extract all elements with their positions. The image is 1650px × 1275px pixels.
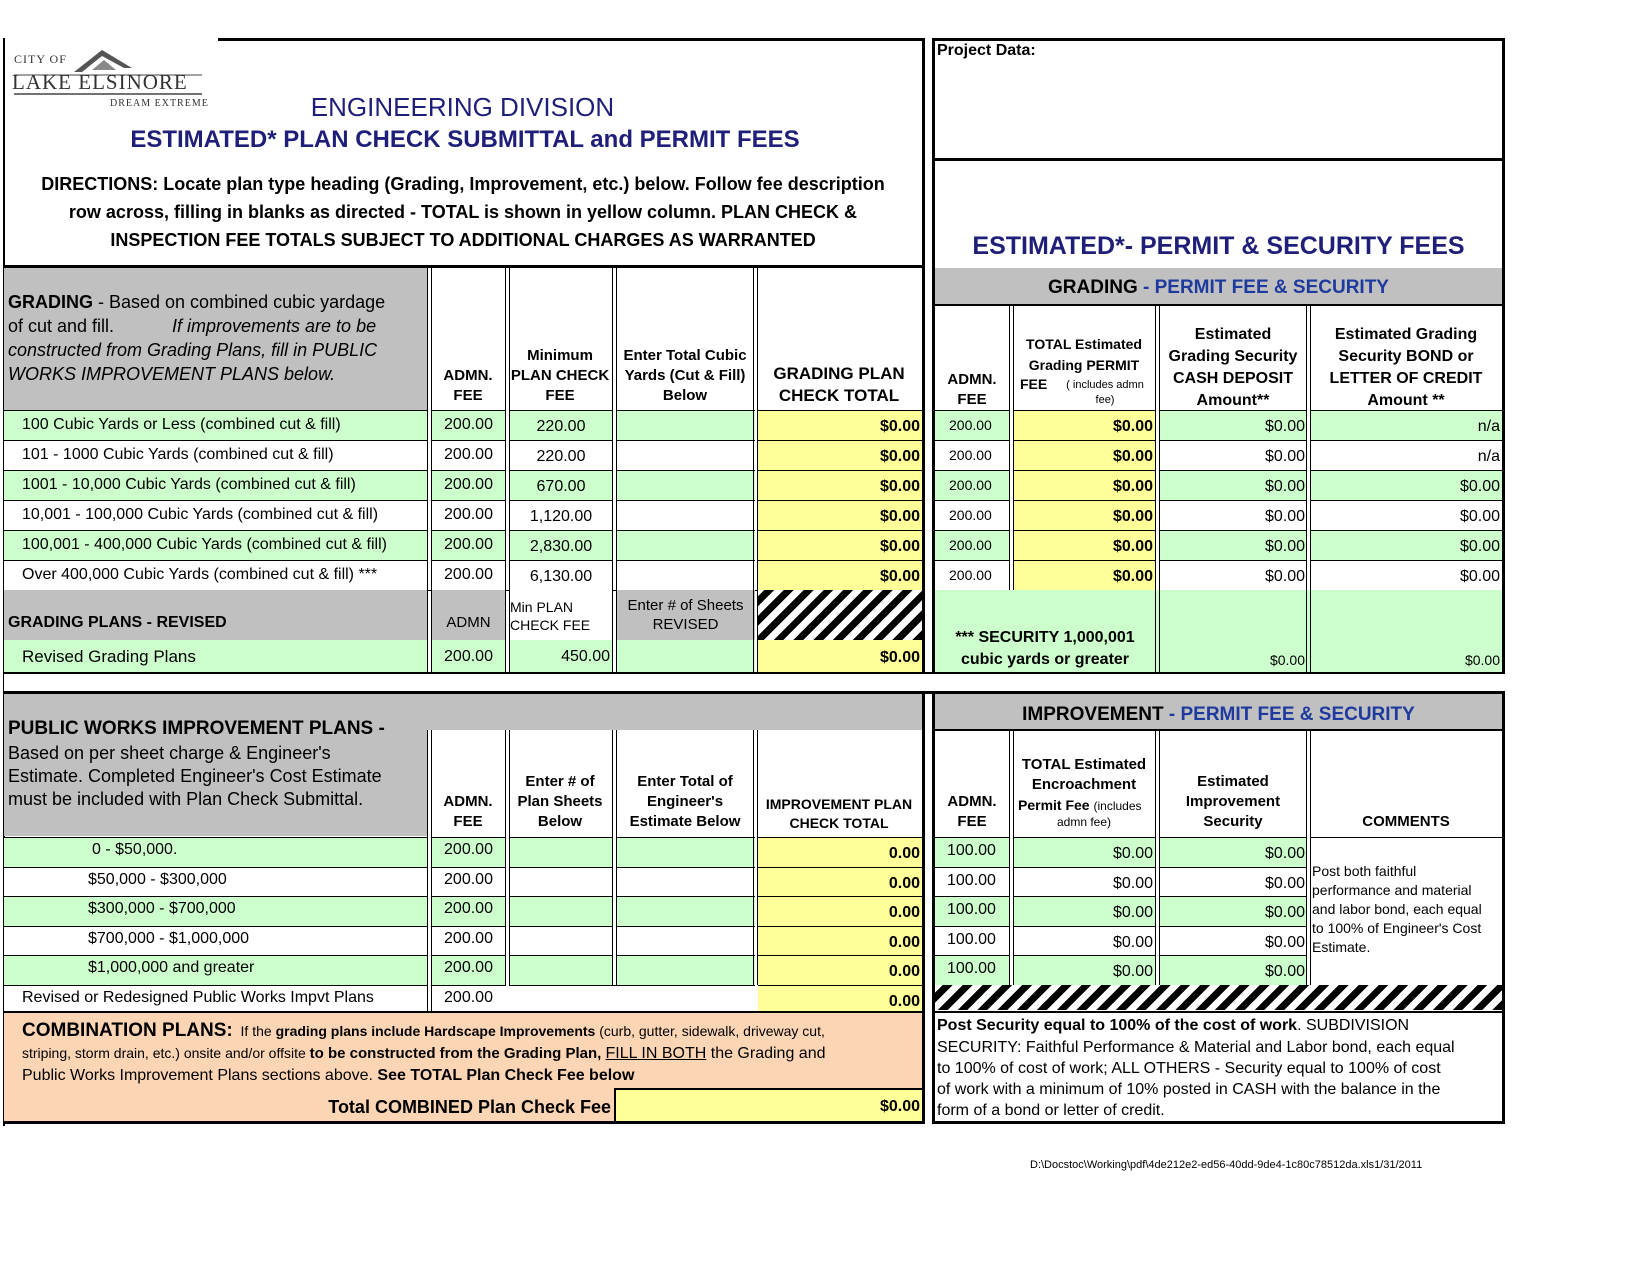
- grading-permit-col-total-2: Grading PERMIT: [1028, 357, 1140, 373]
- grading-row-admn: 200.00: [444, 416, 493, 433]
- improvement-permit-heading-blue: - PERMIT FEE & SECURITY: [1163, 704, 1415, 725]
- improvement-comment-2: performance and material: [1312, 882, 1472, 898]
- grading-row-desc: 1001 - 10,000 Cubic Yards (combined cut & fill): [22, 476, 356, 493]
- grading-row-admn: 200.00: [444, 536, 493, 553]
- improvement-permit-row-security: $0.00: [1264, 845, 1305, 862]
- grading-permit-col-cash-3: CASH DEPOSIT: [1172, 370, 1293, 387]
- combination-line-3: [22, 1067, 634, 1085]
- grading-heading-cell: [4, 268, 428, 410]
- improvement-row-desc: $1,000,000 and greater: [88, 959, 255, 976]
- combination-line-2: [22, 1045, 826, 1063]
- combination-total-label: Total COMBINED Plan Check Fee: [328, 1097, 611, 1117]
- combination-line2-d: the Grading and: [706, 1045, 826, 1062]
- improvement-permit-col-admn: [935, 792, 1009, 832]
- improvement-permit-col-security: [1160, 772, 1306, 832]
- grading-permit-row-admn: 200.00: [949, 477, 992, 493]
- grading-divider-3: [612, 268, 617, 672]
- improvement-permit-row-security: $0.00: [1264, 963, 1305, 980]
- grading-permit-row-total: $0.00: [1112, 478, 1153, 495]
- grading-permit-row-cash: $0.00: [1264, 568, 1305, 585]
- grading-row-yards-input[interactable]: [616, 440, 755, 470]
- grading-permit-col-admn: [935, 370, 1009, 410]
- grading-revised-heading: GRADING PLANS - REVISED: [8, 614, 227, 631]
- improvement-col-estimate: [616, 772, 754, 832]
- grading-revised-col-min: [510, 598, 590, 634]
- improvement-row-admn: 200.00: [444, 989, 493, 1006]
- improvement-permit-col-total-note-1: (includes: [1093, 799, 1142, 813]
- grading-row-desc: 10,001 - 100,000 Cubic Yards (combined cut & fill): [22, 506, 379, 523]
- improvement-comment-1: Post both faithful: [1312, 863, 1417, 879]
- grading-permit-col-total-note-2: fee): [1095, 394, 1115, 406]
- security-text-rest: . SUBDIVISION: [1297, 1017, 1410, 1034]
- combination-line2-b: to be constructed from the Grading Plan,: [309, 1045, 606, 1062]
- grading-permit-col-total-fee: FEE: [1020, 376, 1048, 392]
- grading-permit-col-bond-3: LETTER OF CREDIT: [1329, 370, 1483, 387]
- grading-permit-row-bond: n/a: [1477, 448, 1500, 465]
- grading-permit-row-cash: $0.00: [1264, 508, 1305, 525]
- grading-row-admn: 200.00: [444, 506, 493, 523]
- improvement-col-sheets: [508, 772, 612, 832]
- improvement-row-admn: 200.00: [444, 841, 493, 858]
- combination-total-value: $0.00: [879, 1098, 920, 1115]
- grading-italic-1: If improvements are to be: [172, 316, 377, 336]
- grading-permit-col-bond-4: Amount **: [1367, 392, 1445, 409]
- grading-row-min: 220.00: [536, 418, 586, 435]
- grading-permit-row-total: $0.00: [1112, 538, 1153, 555]
- improvement-permit-row-security: $0.00: [1264, 875, 1305, 892]
- improvement-row-desc: $300,000 - $700,000: [88, 900, 236, 917]
- grading-permit-row-total: $0.00: [1112, 418, 1153, 435]
- improvement-permit-divider-3: [1306, 731, 1311, 985]
- grading-permit-col-total-1: TOTAL Estimated: [1026, 336, 1142, 352]
- grading-permit-row-admn: 200.00: [949, 537, 992, 553]
- improvement-col-total-2: CHECK TOTAL: [789, 815, 889, 831]
- grading-permit-row-bond: n/a: [1477, 418, 1500, 435]
- grading-permit-col-total-note: [1055, 378, 1155, 408]
- improvement-col-total: [758, 795, 920, 833]
- grading-row-admn: 200.00: [444, 446, 493, 463]
- improvement-divider-4: [753, 730, 758, 985]
- grading-permit-row-admn: 200.00: [949, 567, 992, 583]
- improvement-desc-2: Estimate. Completed Engineer's Cost Estimate: [8, 766, 382, 786]
- grading-permit-row-cash: $0.00: [1264, 418, 1305, 435]
- grading-permit-heading: [935, 277, 1502, 299]
- improvement-row-total: 0.00: [888, 845, 920, 862]
- combination-line3-b: See TOTAL Plan Check Fee below: [377, 1067, 635, 1084]
- grading-permit-row-total: $0.00: [1112, 568, 1153, 585]
- combination-line1-b: grading plans include Hardscape Improvements: [275, 1023, 596, 1039]
- grading-permit-row-bond: $0.00: [1459, 538, 1500, 555]
- security-note: [935, 627, 1155, 671]
- improvement-col-estimate-3: Estimate Below: [629, 813, 741, 830]
- grading-permit-row-cash: $0.00: [1264, 538, 1305, 555]
- security-text-bold: Post Security equal to 100% of the cost of work: [937, 1017, 1298, 1034]
- project-data-label: Project Data:: [937, 42, 1036, 59]
- grading-row-admn: 200.00: [444, 476, 493, 493]
- improvement-permit-row-admn: 100.00: [947, 872, 996, 889]
- grading-col-min: [508, 346, 612, 406]
- improvement-row-estimate-input[interactable]: [616, 896, 755, 926]
- security-text-line-5: form of a bond or letter of credit.: [937, 1102, 1165, 1119]
- combination-line1-a: If the: [240, 1023, 276, 1039]
- grading-revised-col-min-1: Min PLAN: [510, 599, 574, 615]
- grading-heading-line2: of cut and fill.: [8, 316, 115, 336]
- improvement-row-total: 0.00: [888, 993, 920, 1010]
- grading-permit-row-admn: 200.00: [949, 447, 992, 463]
- improvement-permit-col-total-note-2: admn fee): [1056, 815, 1112, 829]
- grading-row-desc: 100,001 - 400,000 Cubic Yards (combined cut & fill): [22, 536, 387, 553]
- grading-col-admn-2: FEE: [453, 387, 483, 404]
- grading-row-yards-input[interactable]: [616, 470, 755, 500]
- grading-permit-col-admn-1: ADMN.: [947, 371, 997, 388]
- improvement-permit-col-security-3: Security: [1203, 813, 1263, 830]
- improvement-row-admn: 200.00: [444, 959, 493, 976]
- section-gap: [4, 672, 1505, 694]
- combination-line-1: [22, 1020, 825, 1042]
- grading-permit-row-cash: $0.00: [1264, 448, 1305, 465]
- security-text-line-2: SECURITY: Faithful Performance & Material and Labor bond, each equal: [937, 1039, 1455, 1056]
- grading-row-yards-input[interactable]: [616, 530, 755, 560]
- permit-security-title: ESTIMATED*- PERMIT & SECURITY FEES: [972, 232, 1465, 260]
- directions-line-2: row across, filling in blanks as directed - TOTAL is shown in yellow column. PLAN CHECK &: [68, 202, 858, 222]
- header-top-gap: [4, 34, 218, 42]
- improvement-col-sheets-1: Enter # of: [525, 773, 595, 790]
- grading-permit-col-bond: [1311, 324, 1501, 412]
- improvement-permit-row-security: $0.00: [1264, 934, 1305, 951]
- grading-row-total: $0.00: [879, 538, 920, 555]
- improvement-row-desc: $700,000 - $1,000,000: [88, 930, 250, 947]
- page-title: ESTIMATED* PLAN CHECK SUBMITTAL and PERMIT FEES: [130, 126, 800, 153]
- grading-col-total: [758, 363, 920, 407]
- grading-permit-row-bond: $0.00: [1459, 508, 1500, 525]
- improvement-col-total-1: IMPROVEMENT PLAN: [765, 796, 913, 812]
- improvement-permit-row-total: $0.00: [1112, 875, 1153, 892]
- grading-row-desc: Over 400,000 Cubic Yards (combined cut & fill) ***: [22, 566, 378, 583]
- grading-col-total-1: GRADING PLAN: [773, 364, 905, 383]
- grading-permit-col-cash-1: Estimated: [1194, 326, 1272, 343]
- grading-divider-4: [753, 268, 758, 672]
- grading-permit-heading-black: GRADING: [1048, 277, 1138, 298]
- grading-permit-col-bond-1: Estimated Grading: [1334, 326, 1478, 343]
- improvement-row-estimate-input[interactable]: [616, 867, 755, 897]
- improvement-permit-col-total-fee-label: Permit Fee: [1018, 797, 1090, 813]
- improvement-col-estimate-1: Enter Total of: [637, 773, 733, 790]
- grading-row-total: $0.00: [879, 478, 920, 495]
- grading-row-total: $0.00: [879, 508, 920, 525]
- grading-col-total-2: CHECK TOTAL: [778, 386, 900, 405]
- improvement-permit-hatch: [935, 985, 1502, 1010]
- improvement-permit-row-total: $0.00: [1112, 963, 1153, 980]
- grading-permit-divider-3: [1306, 306, 1311, 672]
- improvement-permit-col-total-1: TOTAL Estimated: [1021, 756, 1147, 773]
- improvement-row-sheets-input[interactable]: [509, 955, 613, 985]
- improvement-row-total: 0.00: [888, 934, 920, 951]
- grading-permit-heading-blue: - PERMIT FEE & SECURITY: [1137, 277, 1389, 298]
- file-path-footer: D:\Docstoc\Working\pdf\4de212e2-ed56-40dd-9de4-1c80c78512da.xls1/31/2011: [1030, 1159, 1423, 1171]
- combination-heading: COMBINATION PLANS:: [22, 1020, 233, 1041]
- improvement-comment-4: to 100% of Engineer's Cost: [1312, 920, 1482, 936]
- improvement-permit-heading-black: IMPROVEMENT: [1022, 704, 1164, 725]
- improvement-permit-row-total: $0.00: [1112, 904, 1153, 921]
- logo-city-of: CITY OF: [14, 52, 67, 66]
- improvement-permit-row-security: $0.00: [1264, 904, 1305, 921]
- grading-revised-sheets-input[interactable]: [616, 640, 755, 672]
- improvement-row-admn: 200.00: [444, 900, 493, 917]
- improvement-permit-row-admn: 100.00: [947, 931, 996, 948]
- grading-row-desc: 101 - 1000 Cubic Yards (combined cut & fill): [22, 446, 334, 463]
- improvement-desc-3: must be included with Plan Check Submittal.: [8, 789, 364, 809]
- grading-row-total: $0.00: [879, 418, 920, 435]
- improvement-permit-col-admn-2: FEE: [957, 813, 987, 830]
- grading-permit-row-total: $0.00: [1112, 508, 1153, 525]
- improvement-desc-1: Based on per sheet charge & Engineer's: [8, 743, 331, 763]
- grading-col-admn: [432, 366, 504, 406]
- improvement-permit-row-admn: 100.00: [947, 901, 996, 918]
- grading-col-enter: [616, 346, 754, 406]
- directions-line-3: INSPECTION FEE TOTALS SUBJECT TO ADDITIONAL CHARGES AS WARRANTED: [110, 230, 816, 250]
- grading-permit-col-cash-2: Grading Security: [1168, 348, 1298, 365]
- improvement-row-desc: $50,000 - $300,000: [88, 871, 227, 888]
- improvement-row: [4, 837, 428, 867]
- grading-row-min: 670.00: [536, 478, 586, 495]
- grading-col-enter-3: Below: [662, 387, 708, 404]
- grading-col-admn-1: ADMN.: [443, 367, 493, 384]
- improvement-row-total: 0.00: [888, 904, 920, 921]
- grading-revised-total-value: $0.00: [879, 649, 920, 666]
- security-cash: $0.00: [1269, 652, 1305, 668]
- grading-permit-col-admn-2: FEE: [957, 391, 987, 408]
- grading-permit-row-total: $0.00: [1112, 448, 1153, 465]
- improvement-col-estimate-2: Engineer's: [646, 793, 724, 810]
- grading-permit-col-bond-2: Security BOND or: [1338, 348, 1474, 365]
- improvement-permit-col-total-fee: [1018, 797, 1142, 813]
- grading-col-min-3: FEE: [545, 387, 575, 404]
- grading-col-enter-2: Yards (Cut & Fill): [624, 367, 746, 384]
- improvement-col-admn-1: ADMN.: [443, 793, 493, 810]
- improvement-comment: [1312, 862, 1482, 957]
- grading-revised-col-min-2: CHECK FEE: [510, 617, 591, 633]
- grading-row-min: 220.00: [536, 448, 586, 465]
- grading-revised-admn-value: 200.00: [444, 648, 493, 665]
- grading-row-desc: 100 Cubic Yards or Less (combined cut & fill): [22, 416, 341, 433]
- grading-divider-2: [505, 268, 510, 672]
- grading-row-total: $0.00: [879, 568, 920, 585]
- improvement-row-sheets-input[interactable]: [509, 926, 613, 956]
- grading-col-min-2: PLAN CHECK: [510, 367, 610, 384]
- grading-revised-col-enter-2: REVISED: [652, 616, 719, 633]
- improvement-col-admn-2: FEE: [453, 813, 483, 830]
- grading-permit-col-cash-4: Amount**: [1196, 392, 1270, 409]
- grading-col-enter-1: Enter Total Cubic: [623, 347, 747, 364]
- improvement-row-sheets-input[interactable]: [509, 837, 613, 867]
- improvement-row-estimate-input[interactable]: [616, 955, 755, 985]
- grading-revised-col-enter: [616, 596, 755, 634]
- grading-row-yards-input[interactable]: [616, 560, 755, 590]
- grading-row-min: 1,120.00: [529, 508, 593, 525]
- improvement-comment-3: and labor bond, each equal: [1312, 901, 1482, 917]
- grading-revised-col-admn: ADMN: [446, 614, 491, 631]
- improvement-row-total: 0.00: [888, 963, 920, 980]
- grading-revised-col-enter-1: Enter # of Sheets: [627, 597, 744, 614]
- grading-heading-rest: - Based on combined cubic yardage: [93, 292, 386, 312]
- grading-row-min: 2,830.00: [529, 538, 593, 555]
- grading-permit-row-cash: $0.00: [1264, 478, 1305, 495]
- grading-permit-divider-2: [1155, 306, 1160, 672]
- improvement-col-sheets-2: Plan Sheets: [517, 793, 603, 810]
- grading-heading: [8, 292, 385, 313]
- grading-revised-hatch: [758, 590, 922, 640]
- improvement-permit-col-security-1: Estimated: [1197, 773, 1269, 790]
- improvement-permit-divider-1: [1009, 731, 1014, 985]
- grading-heading-bold: GRADING: [8, 292, 93, 312]
- improvement-permit-col-admn-1: ADMN.: [947, 793, 997, 810]
- security-text-line-4: of work with a minimum of 10% posted in CASH with the balance in the: [937, 1081, 1441, 1098]
- improvement-row-sheets-input[interactable]: [509, 896, 613, 926]
- improvement-permit-row-total: $0.00: [1112, 934, 1153, 951]
- improvement-permit-heading: [935, 704, 1502, 726]
- grading-permit-divider-1: [1009, 306, 1014, 590]
- combination-line3-a: Public Works Improvement Plans sections above.: [22, 1067, 378, 1084]
- improvement-comment-5: Estimate.: [1312, 939, 1371, 955]
- grading-italic-3: WORKS IMPROVEMENT PLANS below.: [8, 364, 336, 384]
- improvement-row-desc: Revised or Redesigned Public Works Impvt Plans: [22, 989, 374, 1006]
- grading-divider-1: [427, 268, 432, 672]
- improvement-row-sheets-input[interactable]: [509, 867, 613, 897]
- improvement-permit-row-admn: 100.00: [947, 842, 996, 859]
- grading-row-total: $0.00: [879, 448, 920, 465]
- combination-line2-a: striping, storm drain, etc.) onsite and/or offsite: [22, 1045, 310, 1061]
- improvement-row-admn: 200.00: [444, 871, 493, 888]
- improvement-row-estimate-input[interactable]: [616, 926, 755, 956]
- improvement-row-estimate-input[interactable]: [616, 837, 755, 867]
- security-text-line-1: [937, 1017, 1409, 1035]
- security-note-2: cubic yards or greater: [960, 651, 1130, 668]
- improvement-col-sheets-3: Below: [537, 813, 583, 830]
- grading-col-min-1: Minimum: [527, 347, 593, 364]
- grading-revised-desc: Revised Grading Plans: [22, 647, 196, 666]
- improvement-row-total: 0.00: [888, 875, 920, 892]
- security-bond: $0.00: [1464, 652, 1500, 668]
- logo-lake-elsinore: LAKE ELSINORE: [12, 70, 188, 94]
- logo-tagline: DREAM EXTREME: [110, 98, 209, 109]
- combination-line2-c: FILL IN BOTH: [605, 1045, 707, 1062]
- grading-permit-row-bond: $0.00: [1459, 478, 1500, 495]
- combination-line1-c: (curb, gutter, sidewalk, driveway cut,: [595, 1023, 825, 1039]
- improvement-heading: PUBLIC WORKS IMPROVEMENT PLANS -: [8, 718, 385, 739]
- improvement-permit-col-security-2: Improvement: [1185, 793, 1281, 810]
- improvement-divider-1: [427, 730, 432, 1011]
- security-note-1: *** SECURITY 1,000,001: [955, 629, 1135, 646]
- grading-row-min: 6,130.00: [529, 568, 593, 585]
- improvement-permit-col-total: [1014, 755, 1154, 795]
- grading-permit-col-cash: [1160, 324, 1306, 412]
- grading-row-admn: 200.00: [444, 566, 493, 583]
- improvement-permit-row-total: $0.00: [1112, 845, 1153, 862]
- city-logo: [12, 44, 212, 116]
- security-text-line-3: to 100% of cost of work; ALL OTHERS - Security equal to 100% of cost: [937, 1060, 1441, 1077]
- improvement-divider-2: [505, 730, 510, 985]
- grading-row-yards-input[interactable]: [616, 410, 755, 440]
- improvement-divider-3: [612, 730, 617, 985]
- grading-permit-row-admn: 200.00: [949, 507, 992, 523]
- grading-revised-min-value: 450.00: [561, 648, 610, 665]
- division-title: ENGINEERING DIVISION: [310, 92, 615, 122]
- grading-permit-col-total: [1016, 334, 1152, 376]
- directions-line-1: DIRECTIONS: Locate plan type heading (Grading, Improvement, etc.) below. Follow fee description: [41, 174, 885, 194]
- improvement-permit-row-admn: 100.00: [947, 960, 996, 977]
- grading-italic-2: constructed from Grading Plans, fill in PUBLIC: [8, 340, 378, 360]
- improvement-col-admn: [432, 792, 504, 832]
- improvement-row-admn: 200.00: [444, 930, 493, 947]
- grading-permit-col-total-note-1: ( includes admn: [1066, 379, 1144, 391]
- improvement-permit-col-comments: COMMENTS: [1362, 813, 1450, 830]
- improvement-permit-col-total-2: Encroachment: [1031, 776, 1137, 793]
- grading-permit-row-bond: $0.00: [1459, 568, 1500, 585]
- improvement-row-desc: 0 - $50,000.: [92, 841, 178, 858]
- grading-row-yards-input[interactable]: [616, 500, 755, 530]
- improvement-permit-divider-2: [1155, 731, 1160, 985]
- grading-permit-row-admn: 200.00: [949, 417, 992, 433]
